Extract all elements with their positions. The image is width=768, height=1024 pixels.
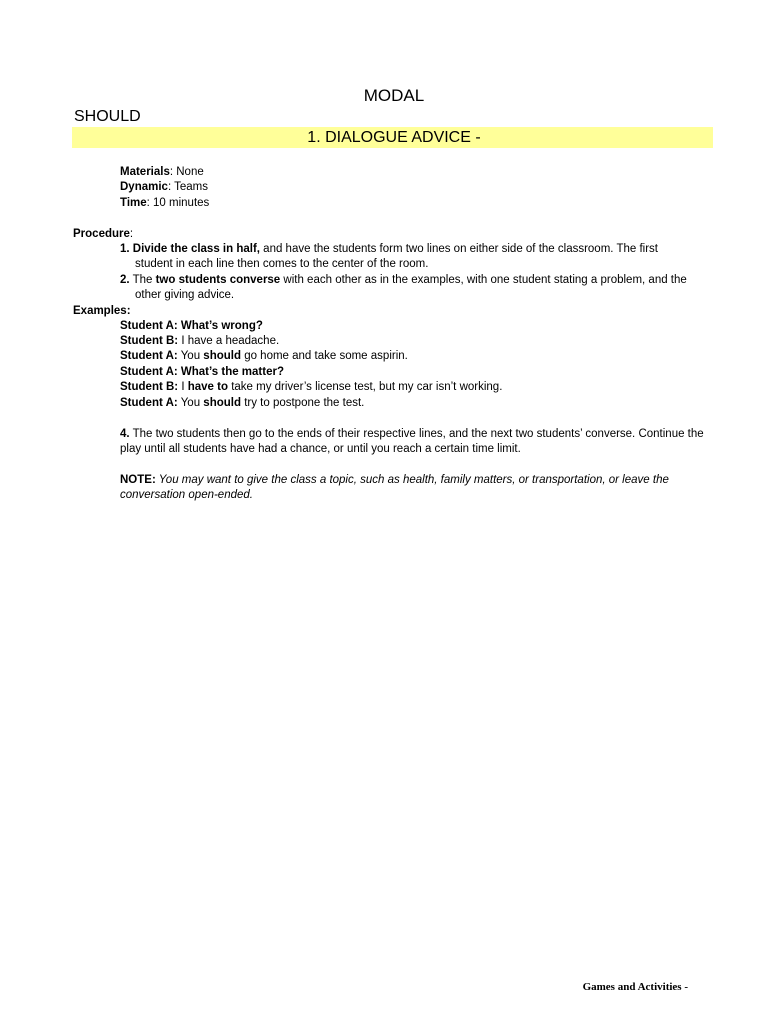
step-2-pre: The xyxy=(129,274,156,286)
time-label: Time xyxy=(120,197,147,209)
time-value: : 10 minutes xyxy=(146,197,210,209)
example-3-modal: should xyxy=(203,350,241,362)
step-2-number: 2. xyxy=(120,274,130,286)
materials-label: Materials xyxy=(120,166,170,178)
example-6-speaker: Student A: xyxy=(120,397,178,409)
example-line-2 xyxy=(120,334,279,349)
example-3-speaker: Student A: xyxy=(120,350,178,362)
example-2-text: I have a headache. xyxy=(178,335,280,347)
example-5-pre: I xyxy=(178,381,188,393)
example-6-text: try to postpone the test. xyxy=(241,397,365,409)
example-5-speaker: Student B: xyxy=(120,381,179,393)
example-line-6 xyxy=(120,396,364,411)
example-line-3 xyxy=(120,349,408,364)
dynamic-value: : Teams xyxy=(167,181,208,193)
examples-heading: Examples: xyxy=(73,305,131,317)
step-4-text: The two students then go to the ends of their respective lines, and the next two students’ converse. Continue the xyxy=(129,428,704,440)
note-line xyxy=(120,473,669,488)
step-1-number: 1. xyxy=(120,243,133,255)
example-line-4: Student A: What’s the matter? xyxy=(120,366,284,378)
materials-line xyxy=(120,165,204,180)
materials-value: : None xyxy=(169,166,204,178)
example-3-text: go home and take some aspirin. xyxy=(241,350,408,362)
example-line-1: Student A: What’s wrong? xyxy=(120,320,263,332)
step-4-number: 4. xyxy=(120,428,130,440)
time-line xyxy=(120,196,209,211)
section-heading: SHOULD xyxy=(74,108,141,125)
example-line-5 xyxy=(120,380,502,395)
step-1-bold: Divide the class in half, xyxy=(132,243,260,255)
procedure-label: Procedure xyxy=(73,228,130,240)
activity-title: 1. DIALOGUE ADVICE - xyxy=(307,129,481,146)
dynamic-line xyxy=(120,180,208,195)
procedure-step-1 xyxy=(120,242,658,257)
procedure-label-suffix: : xyxy=(129,228,134,240)
step-1-text: and have the students form two lines on either side of the classroom. The first xyxy=(259,243,659,255)
page-footer: Games and Activities - xyxy=(582,981,688,993)
note-text: You may want to give the class a topic, such as health, family matters, or transportation, or leave the xyxy=(155,474,669,486)
example-2-speaker: Student B: xyxy=(120,335,179,347)
note-continued: conversation open-ended. xyxy=(120,489,253,501)
example-6-pre: You xyxy=(177,397,204,409)
page-title: MODAL xyxy=(363,86,425,105)
procedure-heading xyxy=(73,227,133,242)
procedure-step-4 xyxy=(120,427,704,442)
step-2-text: with each other as in the examples, with one student stating a problem, and the xyxy=(280,274,687,286)
example-6-modal: should xyxy=(203,397,241,409)
step-2-bold: two students converse xyxy=(155,274,281,286)
procedure-step-4-continued: play until all students have had a chance, or until you reach a certain time limit. xyxy=(120,443,521,455)
dynamic-label: Dynamic xyxy=(120,181,168,193)
example-5-text: take my driver’s license test, but my car isn’t working. xyxy=(228,381,503,393)
note-label: NOTE: xyxy=(120,474,156,486)
procedure-step-2-continued: other giving advice. xyxy=(135,289,235,301)
example-5-modal: have to xyxy=(187,381,228,393)
procedure-step-2 xyxy=(120,273,687,288)
procedure-step-1-continued: student in each line then comes to the center of the room. xyxy=(135,258,429,270)
example-3-pre: You xyxy=(177,350,204,362)
